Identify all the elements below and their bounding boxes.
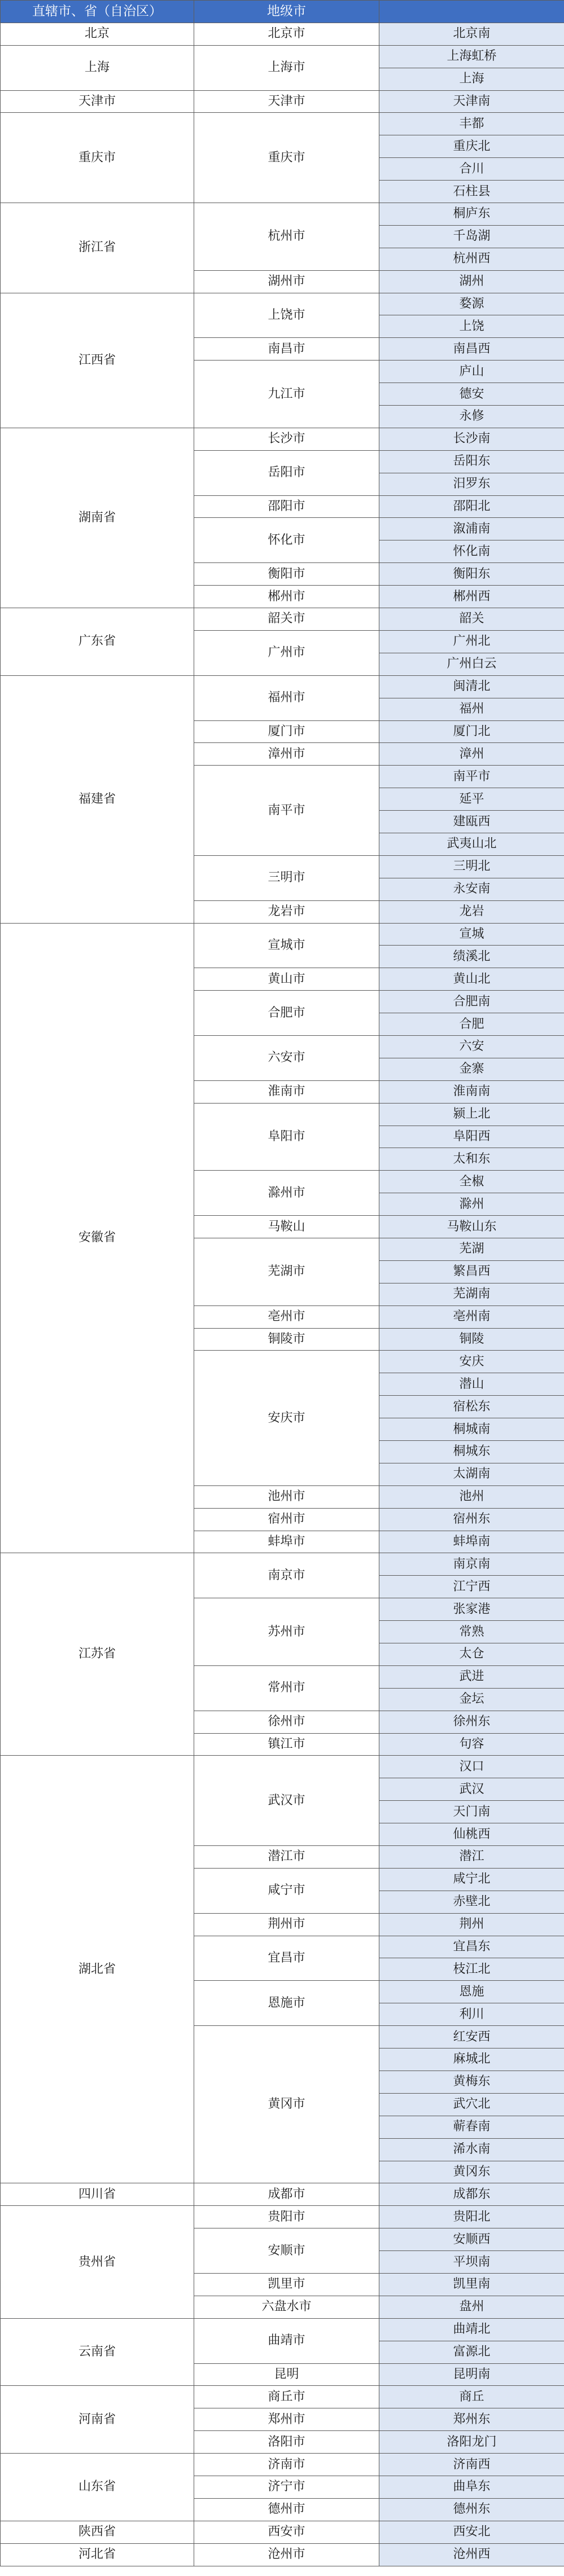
province-cell: 北京 xyxy=(1,23,194,45)
city-cell: 马鞍山 xyxy=(194,1216,379,1238)
city-cell: 商丘市 xyxy=(194,2386,379,2408)
station-cell: 韶关 xyxy=(379,608,564,631)
station-cell: 宣城 xyxy=(379,923,564,946)
table-row xyxy=(1,2521,564,2543)
city-cell: 昆明 xyxy=(194,2363,379,2386)
station-cell: 闽清北 xyxy=(379,675,564,698)
table-row xyxy=(1,1553,564,1576)
city-cell: 沧州市 xyxy=(194,2543,379,2566)
province-cell: 江苏省 xyxy=(1,1553,194,1756)
station-cell: 宿州东 xyxy=(379,1508,564,1531)
province-cell: 广东省 xyxy=(1,608,194,676)
station-cell: 金坛 xyxy=(379,1688,564,1711)
station-cell: 衡阳东 xyxy=(379,563,564,586)
station-cell: 漳州 xyxy=(379,743,564,766)
station-cell: 广州北 xyxy=(379,630,564,653)
city-cell: 韶关市 xyxy=(194,608,379,631)
city-cell: 凯里市 xyxy=(194,2273,379,2296)
table-row xyxy=(1,90,564,113)
station-cell: 仙桃西 xyxy=(379,1823,564,1846)
station-cell: 绩溪北 xyxy=(379,946,564,968)
city-cell: 衡阳市 xyxy=(194,563,379,586)
station-cell: 龙岩 xyxy=(379,900,564,923)
station-cell: 颍上北 xyxy=(379,1103,564,1126)
city-cell: 六盘水市 xyxy=(194,2296,379,2318)
table-row xyxy=(1,2183,564,2206)
city-cell: 龙岩市 xyxy=(194,900,379,923)
city-cell: 天津市 xyxy=(194,90,379,113)
header-city[interactable]: 地级市 xyxy=(194,1,379,23)
station-cell: 徐州东 xyxy=(379,1711,564,1733)
station-cell: 全椒 xyxy=(379,1171,564,1193)
station-cell: 德州东 xyxy=(379,2498,564,2521)
province-cell: 福建省 xyxy=(1,675,194,923)
station-cell: 西安北 xyxy=(379,2521,564,2543)
station-cell: 蕲春南 xyxy=(379,2116,564,2138)
table-body xyxy=(1,23,564,2566)
station-cell: 芜湖南 xyxy=(379,1283,564,1305)
station-cell: 沧州西 xyxy=(379,2543,564,2566)
station-cell: 邵阳北 xyxy=(379,495,564,518)
station-cell: 黄山北 xyxy=(379,968,564,991)
station-cell: 合川 xyxy=(379,158,564,181)
header-province[interactable]: 直辖市、省（自治区） xyxy=(1,1,194,23)
station-cell: 商丘 xyxy=(379,2386,564,2408)
station-cell: 建瓯西 xyxy=(379,811,564,833)
city-cell: 荆州市 xyxy=(194,1913,379,1936)
province-cell: 重庆市 xyxy=(1,113,194,203)
city-cell: 重庆市 xyxy=(194,113,379,203)
station-cell: 浠水南 xyxy=(379,2138,564,2161)
station-cell: 凯里南 xyxy=(379,2273,564,2296)
station-cell: 淮南南 xyxy=(379,1080,564,1103)
city-cell: 常州市 xyxy=(194,1665,379,1711)
station-cell: 桐庐东 xyxy=(379,203,564,226)
table-row xyxy=(1,2206,564,2228)
city-cell: 德州市 xyxy=(194,2498,379,2521)
station-cell: 南昌西 xyxy=(379,338,564,361)
table-row xyxy=(1,23,564,45)
station-cell: 三明北 xyxy=(379,855,564,878)
station-cell: 蚌埠南 xyxy=(379,1531,564,1553)
station-cell: 红安西 xyxy=(379,2026,564,2049)
city-cell: 三明市 xyxy=(194,855,379,900)
station-cell: 千岛湖 xyxy=(379,225,564,248)
city-cell: 成都市 xyxy=(194,2183,379,2206)
station-cell: 婺源 xyxy=(379,293,564,315)
city-cell: 南平市 xyxy=(194,766,379,856)
station-cell: 铜陵 xyxy=(379,1328,564,1351)
station-cell: 广州白云 xyxy=(379,653,564,675)
station-cell: 曲阜东 xyxy=(379,2476,564,2498)
station-cell: 郴州西 xyxy=(379,586,564,608)
station-cell: 黄梅东 xyxy=(379,2071,564,2093)
station-cell: 太仓 xyxy=(379,1643,564,1666)
station-cell: 德安 xyxy=(379,383,564,406)
station-cell: 岳阳东 xyxy=(379,450,564,473)
station-cell: 武进 xyxy=(379,1665,564,1688)
city-cell: 九江市 xyxy=(194,361,379,428)
city-cell: 福州市 xyxy=(194,675,379,720)
station-cell: 北京南 xyxy=(379,23,564,45)
city-cell: 蚌埠市 xyxy=(194,1531,379,1553)
station-cell: 洛阳龙门 xyxy=(379,2431,564,2454)
station-cell: 马鞍山东 xyxy=(379,1216,564,1238)
station-cell: 枝江北 xyxy=(379,1958,564,1981)
city-cell: 宣城市 xyxy=(194,923,379,968)
station-cell: 潜山 xyxy=(379,1373,564,1396)
city-cell: 上饶市 xyxy=(194,293,379,338)
city-cell: 宿州市 xyxy=(194,1508,379,1531)
station-cell: 平坝南 xyxy=(379,2251,564,2274)
station-cell: 延平 xyxy=(379,788,564,811)
station-cell: 阜阳西 xyxy=(379,1126,564,1148)
station-cell: 天门南 xyxy=(379,1801,564,1823)
province-cell: 湖北省 xyxy=(1,1756,194,2183)
station-cell: 张家港 xyxy=(379,1598,564,1621)
station-cell: 太湖南 xyxy=(379,1463,564,1485)
city-cell: 安庆市 xyxy=(194,1351,379,1485)
station-cell: 芜湖 xyxy=(379,1238,564,1260)
city-cell: 湖州市 xyxy=(194,270,379,293)
station-cell: 句容 xyxy=(379,1733,564,1756)
table-row xyxy=(1,2318,564,2341)
station-cell: 庐山 xyxy=(379,361,564,383)
station-cell: 上海虹桥 xyxy=(379,45,564,68)
table-row xyxy=(1,428,564,450)
station-cell: 盘州 xyxy=(379,2296,564,2318)
city-cell: 亳州市 xyxy=(194,1305,379,1328)
station-cell: 长沙南 xyxy=(379,428,564,450)
table-row xyxy=(1,608,564,631)
city-cell: 南京市 xyxy=(194,1553,379,1598)
city-cell: 北京市 xyxy=(194,23,379,45)
province-cell: 河北省 xyxy=(1,2543,194,2566)
city-cell: 济南市 xyxy=(194,2454,379,2476)
province-cell: 浙江省 xyxy=(1,203,194,293)
station-cell: 咸宁北 xyxy=(379,1868,564,1891)
city-cell: 镇江市 xyxy=(194,1733,379,1756)
city-cell: 合肥市 xyxy=(194,991,379,1036)
city-cell: 黄山市 xyxy=(194,968,379,991)
city-cell: 武汉市 xyxy=(194,1756,379,1846)
city-cell: 厦门市 xyxy=(194,720,379,743)
table-row xyxy=(1,675,564,698)
station-cell: 上饶 xyxy=(379,315,564,338)
city-cell: 曲靖市 xyxy=(194,2318,379,2363)
station-cell: 滁州 xyxy=(379,1193,564,1216)
station-cell: 湖州 xyxy=(379,270,564,293)
city-cell: 滁州市 xyxy=(194,1171,379,1216)
station-cell: 利川 xyxy=(379,2003,564,2026)
station-cell: 武汉 xyxy=(379,1778,564,1801)
station-cell: 繁昌西 xyxy=(379,1260,564,1283)
city-cell: 郴州市 xyxy=(194,586,379,608)
station-cell: 天津南 xyxy=(379,90,564,113)
station-cell: 昆明南 xyxy=(379,2363,564,2386)
station-cell: 上海 xyxy=(379,68,564,90)
station-cell: 安顺西 xyxy=(379,2228,564,2251)
station-cell: 麻城北 xyxy=(379,2049,564,2071)
station-cell: 合肥南 xyxy=(379,991,564,1013)
province-cell: 天津市 xyxy=(1,90,194,113)
table-row xyxy=(1,1756,564,1778)
province-cell: 贵州省 xyxy=(1,2206,194,2318)
station-cell: 桐城东 xyxy=(379,1441,564,1463)
province-cell: 上海 xyxy=(1,45,194,90)
city-cell: 长沙市 xyxy=(194,428,379,450)
station-cell: 恩施 xyxy=(379,1981,564,2003)
table-row xyxy=(1,113,564,135)
city-cell: 广州市 xyxy=(194,630,379,675)
station-cell: 池州 xyxy=(379,1485,564,1508)
city-cell: 咸宁市 xyxy=(194,1868,379,1913)
city-cell: 阜阳市 xyxy=(194,1103,379,1171)
station-cell: 金寨 xyxy=(379,1058,564,1080)
table-row xyxy=(1,45,564,68)
station-cell: 贵阳北 xyxy=(379,2206,564,2228)
station-cell: 亳州南 xyxy=(379,1305,564,1328)
city-cell: 芜湖市 xyxy=(194,1238,379,1305)
station-cell: 富源北 xyxy=(379,2341,564,2363)
city-cell: 怀化市 xyxy=(194,518,379,563)
city-cell: 西安市 xyxy=(194,2521,379,2543)
city-cell: 安顺市 xyxy=(194,2228,379,2274)
station-cell: 杭州西 xyxy=(379,248,564,270)
province-cell: 四川省 xyxy=(1,2183,194,2206)
city-cell: 恩施市 xyxy=(194,1981,379,2026)
table-row xyxy=(1,2543,564,2566)
station-cell: 郑州东 xyxy=(379,2408,564,2431)
table-row xyxy=(1,2386,564,2408)
province-cell: 湖南省 xyxy=(1,428,194,608)
station-cell: 合肥 xyxy=(379,1013,564,1036)
header-row xyxy=(1,1,564,23)
city-cell: 徐州市 xyxy=(194,1711,379,1733)
city-cell: 黄冈市 xyxy=(194,2026,379,2183)
station-cell: 丰都 xyxy=(379,113,564,135)
city-cell: 济宁市 xyxy=(194,2476,379,2498)
station-cell: 永安南 xyxy=(379,878,564,900)
province-cell: 山东省 xyxy=(1,2454,194,2521)
station-cell: 宜昌东 xyxy=(379,1936,564,1958)
station-cell: 厦门北 xyxy=(379,720,564,743)
station-cell: 南平市 xyxy=(379,766,564,788)
header-station[interactable] xyxy=(379,1,564,23)
station-cell: 六安 xyxy=(379,1035,564,1058)
station-cell: 安庆 xyxy=(379,1351,564,1373)
station-cell: 常熟 xyxy=(379,1621,564,1643)
station-cell: 荆州 xyxy=(379,1913,564,1936)
station-cell: 南京南 xyxy=(379,1553,564,1576)
station-cell: 溆浦南 xyxy=(379,518,564,540)
city-cell: 洛阳市 xyxy=(194,2431,379,2454)
station-cell: 太和东 xyxy=(379,1148,564,1171)
city-cell: 池州市 xyxy=(194,1485,379,1508)
station-cell: 福州 xyxy=(379,698,564,720)
station-cell: 桐城南 xyxy=(379,1418,564,1441)
city-cell: 郑州市 xyxy=(194,2408,379,2431)
station-cell: 汨罗东 xyxy=(379,473,564,495)
city-cell: 南昌市 xyxy=(194,338,379,361)
city-cell: 铜陵市 xyxy=(194,1328,379,1351)
province-cell: 陕西省 xyxy=(1,2521,194,2543)
station-cell: 赤壁北 xyxy=(379,1891,564,1913)
table-row xyxy=(1,923,564,946)
city-cell: 宜昌市 xyxy=(194,1936,379,1981)
station-cell: 武穴北 xyxy=(379,2093,564,2116)
city-cell: 六安市 xyxy=(194,1035,379,1080)
province-cell: 云南省 xyxy=(1,2318,194,2386)
station-cell: 黄冈东 xyxy=(379,2161,564,2183)
city-cell: 邵阳市 xyxy=(194,495,379,518)
station-cell: 江宁西 xyxy=(379,1576,564,1598)
city-cell: 杭州市 xyxy=(194,203,379,271)
city-cell: 苏州市 xyxy=(194,1598,379,1666)
station-cell: 重庆北 xyxy=(379,135,564,158)
station-cell: 汉口 xyxy=(379,1756,564,1778)
city-cell: 岳阳市 xyxy=(194,450,379,495)
table-row xyxy=(1,2454,564,2476)
city-cell: 潜江市 xyxy=(194,1846,379,1869)
table-row xyxy=(1,293,564,315)
station-cell: 成都东 xyxy=(379,2183,564,2206)
station-cell: 石柱县 xyxy=(379,181,564,203)
station-cell: 宿松东 xyxy=(379,1396,564,1418)
city-cell: 上海市 xyxy=(194,45,379,90)
province-cell: 河南省 xyxy=(1,2386,194,2454)
station-cell: 曲靖北 xyxy=(379,2318,564,2341)
station-cell: 永修 xyxy=(379,406,564,428)
table-row xyxy=(1,203,564,226)
province-cell: 安徽省 xyxy=(1,923,194,1553)
city-cell: 淮南市 xyxy=(194,1080,379,1103)
station-cell: 济南西 xyxy=(379,2454,564,2476)
station-cell: 潜江 xyxy=(379,1846,564,1869)
city-cell: 贵阳市 xyxy=(194,2206,379,2228)
province-cell: 江西省 xyxy=(1,293,194,428)
city-cell: 漳州市 xyxy=(194,743,379,766)
station-cell: 武夷山北 xyxy=(379,833,564,855)
station-cell: 怀化南 xyxy=(379,540,564,563)
